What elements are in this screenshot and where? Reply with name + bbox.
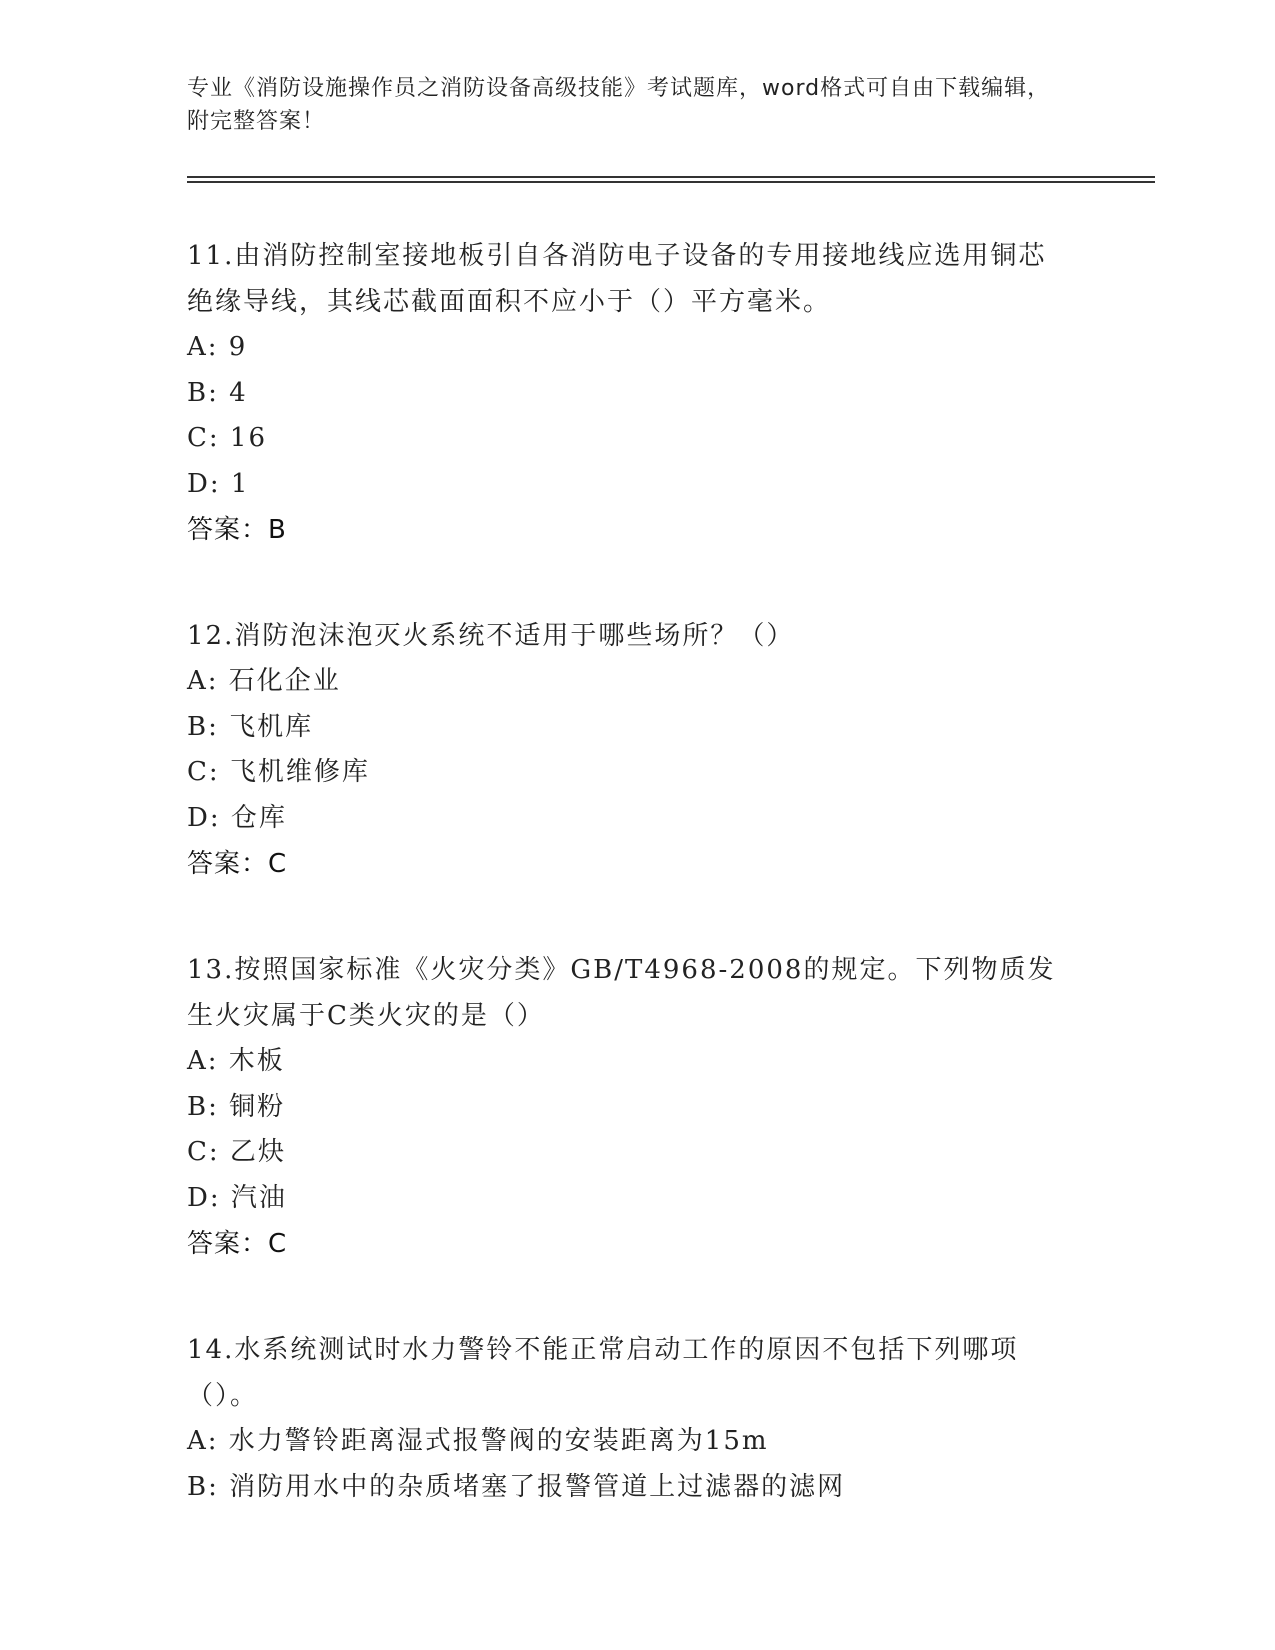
question-list bbox=[187, 233, 1087, 1510]
question-11 bbox=[187, 233, 1087, 553]
answer-label: 答案：C bbox=[187, 1229, 288, 1259]
question-text: 12.消防泡沫泡灭火系统不适用于哪些场所？（） bbox=[187, 621, 795, 651]
question-text: 13.按照国家标准《火灾分类》GB/T4968-2008的规定。下列物质发生火灾属于C类火灾的是（） bbox=[187, 955, 1056, 1031]
option-c: C: 乙炔 bbox=[187, 1137, 286, 1167]
option-b: B: 飞机库 bbox=[187, 711, 314, 742]
question-12 bbox=[187, 613, 1087, 887]
answer-label: 答案：B bbox=[187, 515, 287, 545]
option-a: A: 木板 bbox=[187, 1046, 285, 1076]
option-d: D: 汽油 bbox=[187, 1182, 287, 1213]
option-c: C: 飞机维修库 bbox=[187, 757, 370, 787]
question-text: 14.水系统测试时水力警铃不能正常启动工作的原因不包括下列哪项（）。 bbox=[187, 1335, 1019, 1411]
option-b: B: 4 bbox=[187, 377, 248, 408]
option-b: B: 铜粉 bbox=[187, 1091, 286, 1122]
option-d: D: 仓库 bbox=[187, 802, 287, 833]
header-divider-top bbox=[187, 176, 1155, 178]
option-a: A: 水力警铃距离湿式报警阀的安装距离为15m bbox=[187, 1426, 769, 1456]
option-b: B: 消防用水中的杂质堵塞了报警管道上过滤器的滤网 bbox=[187, 1471, 846, 1502]
option-c: C: 16 bbox=[187, 423, 268, 453]
answer-label: 答案：C bbox=[187, 849, 288, 879]
option-a: A: 石化企业 bbox=[187, 666, 341, 696]
question-text: 11.由消防控制室接地板引自各消防电子设备的专用接地线应选用铜芯绝缘导线，其线芯截面面积不应小于（）平方毫米。 bbox=[187, 241, 1047, 317]
document-header bbox=[187, 72, 1067, 138]
option-d: D: 1 bbox=[187, 468, 250, 499]
question-13 bbox=[187, 947, 1087, 1267]
question-14 bbox=[187, 1327, 1087, 1510]
header-divider-bottom bbox=[187, 181, 1155, 183]
option-a: A: 9 bbox=[187, 332, 248, 362]
header-intro-text: 专业《消防设施操作员之消防设备高级技能》考试题库，word格式可自由下载编辑，附完整答案！ bbox=[187, 76, 1051, 134]
